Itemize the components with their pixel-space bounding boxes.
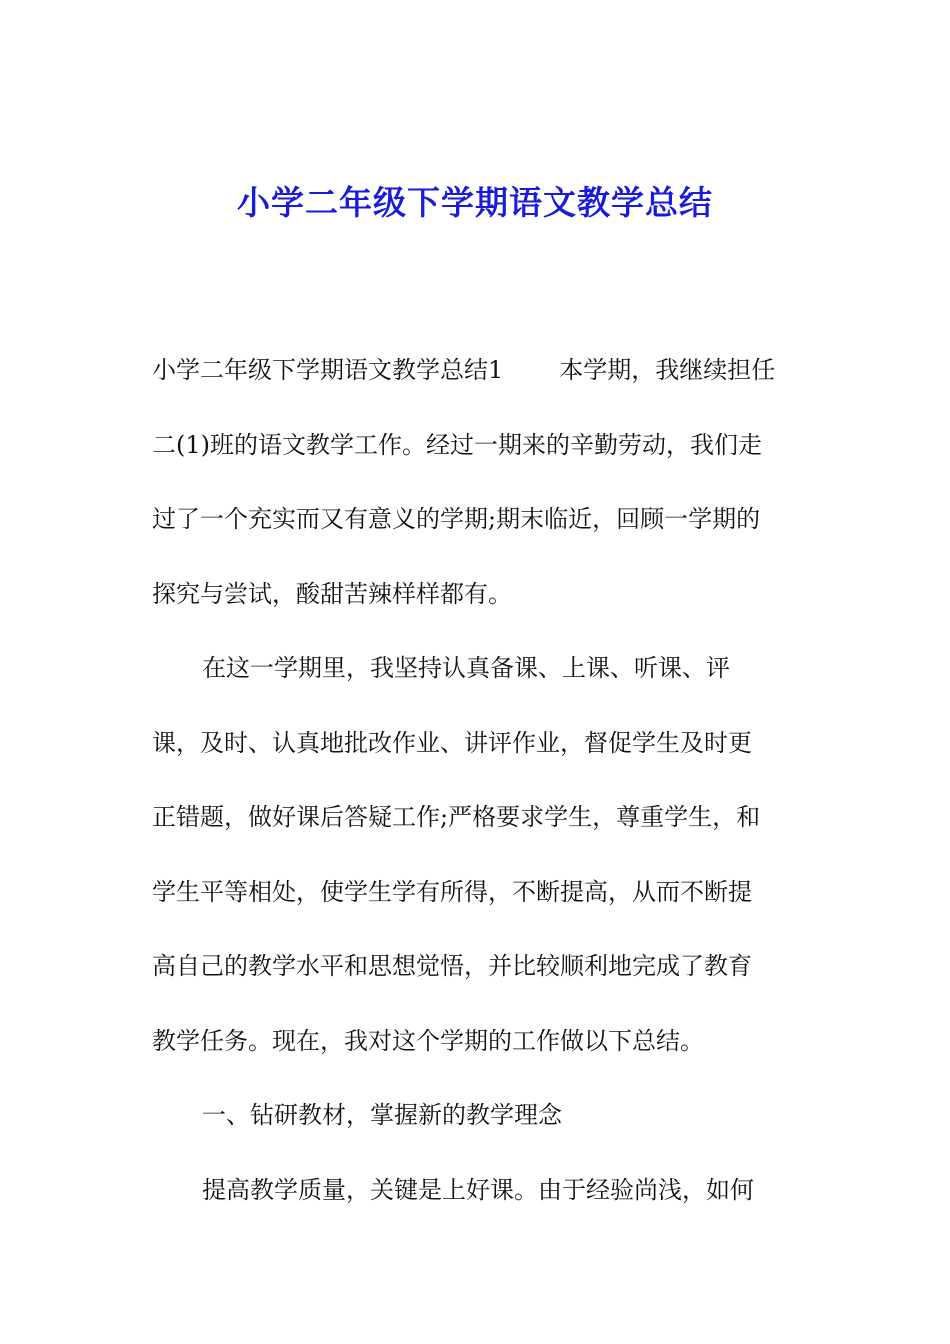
text-line: 二(1)班的语文教学工作。经过一期来的辛勤劳动，我们走: [152, 430, 762, 459]
text-line: [152, 333, 812, 408]
text-line: 教学任务。现在，我对这个学期的工作做以下总结。: [152, 1026, 704, 1055]
text-line: 高自己的教学水平和思想觉悟，并比较顺利地完成了教育: [152, 952, 752, 980]
text-line: 在这一学期里，我坚持认真备课、上课、听课、评: [202, 654, 730, 682]
section-heading-inline: 小学二年级下学期语文教学总结1: [152, 356, 504, 384]
section-heading: 一、钻研教材，掌握新的教学理念: [202, 1101, 562, 1129]
text-line: 探究与尝试，酸甜苦辣样样都有。: [152, 579, 512, 608]
text-line: 课，及时、认真地批改作业、讲评作业，督促学生及时更: [152, 728, 752, 757]
line-continuation: 本学期，我继续担任: [559, 356, 776, 384]
text-line: 提高教学质量，关键是上好课。由于经验尚浅，如何: [202, 1175, 754, 1204]
document-title: 小学二年级下学期语文教学总结: [237, 183, 713, 222]
document-body: [152, 333, 812, 1227]
text-line: 学生平等相处，使学生学有所得，不断提高，从而不断提: [152, 877, 752, 906]
text-line: 正错题，做好课后答疑工作;严格要求学生，尊重学生，和: [152, 803, 761, 831]
text-line: 过了一个充实而又有意义的学期;期末临近，回顾一学期的: [152, 505, 761, 533]
